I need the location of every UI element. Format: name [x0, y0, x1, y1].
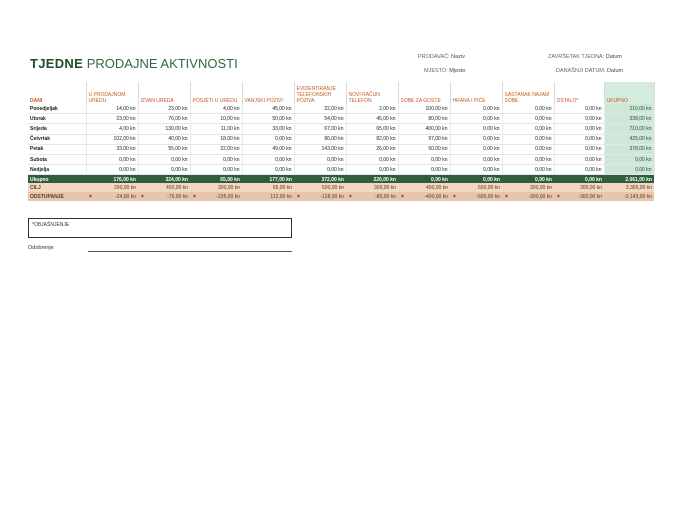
- day-name: Četvrtak: [28, 134, 86, 144]
- column-header: OSTALO*: [554, 82, 604, 104]
- value-cell[interactable]: 0,00 kn: [554, 104, 604, 114]
- variance-value: -235,00 kn: [216, 193, 240, 200]
- value-cell[interactable]: 23,00 kn: [138, 104, 190, 114]
- value-cell[interactable]: 80,00 kn: [398, 114, 450, 124]
- variance-value: -300,00 kn: [578, 193, 602, 200]
- value-cell[interactable]: 22,00 kn: [294, 104, 346, 114]
- value-cell[interactable]: 10,00 kn: [190, 114, 242, 124]
- notes-box[interactable]: [28, 218, 292, 238]
- value-cell[interactable]: 0,00 kn: [554, 124, 604, 134]
- variance-cell: [604, 192, 654, 201]
- table-row: [28, 144, 654, 154]
- notes-label: *OBJAŠNJENJE: [32, 222, 70, 228]
- salesperson-value[interactable]: Naziv: [451, 54, 465, 60]
- value-cell[interactable]: 143,00 kn: [294, 144, 346, 154]
- value-cell[interactable]: 4,00 kn: [190, 104, 242, 114]
- variance-value: -80,00 kn: [375, 193, 396, 200]
- approval-signature-line[interactable]: [88, 251, 292, 252]
- value-cell[interactable]: 26,00 kn: [346, 144, 398, 154]
- value-cell[interactable]: 0,00 kn: [554, 134, 604, 144]
- variance-value: 112,00 kn: [270, 193, 292, 200]
- value-cell[interactable]: 0,00 kn: [86, 154, 138, 164]
- value-cell[interactable]: 130,00 kn: [138, 124, 190, 134]
- column-header: U PRODAJNOM UREDU: [86, 82, 138, 104]
- table-row: [28, 104, 654, 114]
- down-arrow-icon: ▼: [192, 193, 197, 200]
- days-header: DANI: [28, 82, 86, 104]
- value-cell[interactable]: 0,00 kn: [502, 154, 554, 164]
- row-total-cell: 338,00 kn: [604, 114, 654, 124]
- column-header: NOVI RAČUN TELEFON: [346, 82, 398, 104]
- value-cell[interactable]: 0,00 kn: [554, 175, 604, 185]
- week-end-label: ZAVRŠETAK TJEDNA:: [548, 54, 605, 60]
- goal-value: 600,00 kn: [478, 184, 500, 191]
- column-header: HRANA I PIĆE: [450, 82, 502, 104]
- value-cell[interactable]: 45,00 kn: [346, 114, 398, 124]
- value-cell[interactable]: 0,00 kn: [398, 175, 450, 185]
- value-cell[interactable]: 0,00 kn: [398, 165, 450, 175]
- value-cell[interactable]: 23,00 kn: [86, 114, 138, 124]
- value-cell[interactable]: 0,00 kn: [554, 144, 604, 154]
- down-arrow-icon: ▼: [296, 193, 301, 200]
- value-cell[interactable]: 0,00 kn: [554, 154, 604, 164]
- value-cell[interactable]: 0,00 kn: [450, 175, 502, 185]
- value-cell[interactable]: 0,00 kn: [450, 165, 502, 175]
- value-cell[interactable]: 0,00 kn: [190, 165, 242, 175]
- value-cell[interactable]: 18,00 kn: [190, 134, 242, 144]
- goal-value: 3.365,00 kn: [625, 184, 652, 191]
- value-cell[interactable]: 0,00 kn: [450, 154, 502, 164]
- value-cell[interactable]: 40,00 kn: [138, 134, 190, 144]
- goal-value: 200,00 kn: [114, 184, 136, 191]
- value-cell[interactable]: 0,00 kn: [242, 134, 294, 144]
- table-row: [28, 165, 654, 175]
- day-name: Nedjelja: [28, 165, 86, 175]
- value-cell[interactable]: 176,00 kn: [86, 175, 138, 185]
- value-cell[interactable]: 0,00 kn: [398, 154, 450, 164]
- value-cell[interactable]: 0,00 kn: [554, 114, 604, 124]
- column-header: VANJSKI POZIVI: [242, 82, 294, 104]
- value-cell[interactable]: 0,00 kn: [346, 165, 398, 175]
- row-total-cell: 710,00 kn: [604, 124, 654, 134]
- value-cell[interactable]: 50,00 kn: [398, 144, 450, 154]
- value-cell[interactable]: 220,00 kn: [346, 175, 398, 185]
- value-cell[interactable]: 76,00 kn: [138, 114, 190, 124]
- value-cell[interactable]: 54,00 kn: [294, 114, 346, 124]
- goal-cell[interactable]: [138, 183, 190, 192]
- value-cell[interactable]: 97,00 kn: [398, 134, 450, 144]
- value-cell[interactable]: 324,00 kn: [138, 175, 190, 185]
- value-cell[interactable]: 0,00 kn: [502, 165, 554, 175]
- value-cell[interactable]: 0,00 kn: [502, 114, 554, 124]
- variance-cell: [346, 192, 398, 201]
- value-cell[interactable]: 0,00 kn: [450, 104, 502, 114]
- goal-cell[interactable]: [398, 183, 450, 192]
- value-cell[interactable]: 0,00 kn: [294, 154, 346, 164]
- row-total-cell: 0,00 kn: [604, 154, 654, 164]
- down-arrow-icon: ▼: [140, 193, 145, 200]
- variance-value: -128,00 kn: [320, 193, 344, 200]
- variance-cell: [398, 192, 450, 201]
- goal-value: 400,00 kn: [166, 184, 188, 191]
- value-cell[interactable]: 0,00 kn: [242, 165, 294, 175]
- value-cell[interactable]: 0,00 kn: [502, 144, 554, 154]
- column-header: SASTANAK NAJAM SOBE: [502, 82, 554, 104]
- variance-label: ODSTUPANJE: [28, 192, 86, 201]
- goal-cell[interactable]: [190, 183, 242, 192]
- down-arrow-icon: ▼: [88, 193, 93, 200]
- column-header: POSJETI U UREDU: [190, 82, 242, 104]
- variance-cell: [294, 192, 346, 201]
- goal-cell[interactable]: [604, 183, 654, 192]
- goal-row: [28, 183, 654, 192]
- column-header: EVIDENTIRANJE TELEFONSKIH POZIVA: [294, 82, 346, 104]
- row-total-cell: 0,00 kn: [604, 165, 654, 175]
- value-cell[interactable]: 0,00 kn: [86, 165, 138, 175]
- value-cell[interactable]: 65,00 kn: [346, 124, 398, 134]
- value-cell[interactable]: 0,00 kn: [138, 154, 190, 164]
- value-cell[interactable]: 49,00 kn: [242, 144, 294, 154]
- value-cell[interactable]: 22,00 kn: [190, 144, 242, 154]
- down-arrow-icon: ▼: [452, 193, 457, 200]
- location-label: MJESTO:: [424, 68, 448, 74]
- goal-cell[interactable]: [450, 183, 502, 192]
- today-value[interactable]: Datum: [606, 68, 624, 74]
- value-cell[interactable]: 0,00 kn: [242, 154, 294, 164]
- approval-label: Odobrenje: [28, 245, 54, 251]
- day-name: Srijeda: [28, 124, 86, 134]
- value-cell[interactable]: 102,00 kn: [86, 134, 138, 144]
- value-cell[interactable]: 11,00 kn: [190, 124, 242, 134]
- value-cell[interactable]: 0,00 kn: [190, 154, 242, 164]
- value-cell[interactable]: 0,00 kn: [502, 134, 554, 144]
- salesperson-label: PRODAVAČ:: [418, 54, 450, 60]
- row-total-cell: 425,00 kn: [604, 134, 654, 144]
- row-total-cell: 378,00 kn: [604, 144, 654, 154]
- variance-cell: [450, 192, 502, 201]
- title-bold: TJEDNE: [30, 56, 84, 71]
- value-cell[interactable]: 67,00 kn: [294, 124, 346, 134]
- variance-cell: [86, 192, 138, 201]
- value-cell[interactable]: 86,00 kn: [294, 134, 346, 144]
- value-cell[interactable]: 33,00 kn: [86, 144, 138, 154]
- day-name: Petak: [28, 144, 86, 154]
- value-cell[interactable]: 0,00 kn: [502, 104, 554, 114]
- variance-cell: [242, 192, 294, 201]
- goal-cell[interactable]: [242, 183, 294, 192]
- value-cell[interactable]: 14,00 kn: [86, 104, 138, 114]
- goal-cell[interactable]: [86, 183, 138, 192]
- variance-value: -2.143,00 kn: [624, 193, 652, 200]
- goals-table: [28, 183, 654, 201]
- down-arrow-icon: ▼: [348, 193, 353, 200]
- table-row: [28, 114, 654, 124]
- value-cell[interactable]: 0,00 kn: [346, 154, 398, 164]
- value-cell[interactable]: 50,00 kn: [242, 114, 294, 124]
- row-total-cell: 2.061,00 kn: [604, 175, 654, 185]
- value-cell[interactable]: 4,00 kn: [86, 124, 138, 134]
- variance-value: -400,00 kn: [424, 193, 448, 200]
- down-arrow-icon: ▼: [504, 193, 509, 200]
- goal-value: 300,00 kn: [580, 184, 602, 191]
- value-cell[interactable]: 0,00 kn: [502, 124, 554, 134]
- column-header: IZVAN UREDA: [138, 82, 190, 104]
- value-cell[interactable]: 0,00 kn: [138, 165, 190, 175]
- value-cell[interactable]: 177,00 kn: [242, 175, 294, 185]
- variance-cell: [190, 192, 242, 201]
- goal-cell[interactable]: [346, 183, 398, 192]
- column-header: SOBE ZA GOSTE: [398, 82, 450, 104]
- value-cell[interactable]: 0,00 kn: [450, 144, 502, 154]
- title-rest: PRODAJNE AKTIVNOSTI: [86, 56, 238, 71]
- activity-table: [28, 82, 655, 184]
- goal-label: CILJ: [28, 183, 86, 192]
- value-cell[interactable]: 55,00 kn: [138, 144, 190, 154]
- down-arrow-icon: ▼: [556, 193, 561, 200]
- variance-value: -76,00 kn: [167, 193, 188, 200]
- goal-value: 300,00 kn: [374, 184, 396, 191]
- value-cell[interactable]: 65,00 kn: [190, 175, 242, 185]
- today-field: [556, 68, 623, 74]
- variance-value: -24,00 kn: [115, 193, 136, 200]
- variance-value: -600,00 kn: [476, 193, 500, 200]
- column-header-total: UKUPNO: [604, 82, 654, 104]
- week-end-field: [548, 54, 622, 60]
- down-arrow-icon: ▼: [400, 193, 405, 200]
- week-end-value[interactable]: Datum: [605, 54, 622, 60]
- value-cell[interactable]: 400,00 kn: [398, 124, 450, 134]
- goal-value: 65,00 kn: [272, 184, 292, 191]
- value-cell[interactable]: 2,00 kn: [346, 104, 398, 114]
- value-cell[interactable]: 372,00 kn: [294, 175, 346, 185]
- location-value[interactable]: Mjesto: [449, 68, 466, 74]
- goal-value: 400,00 kn: [426, 184, 448, 191]
- value-cell[interactable]: 0,00 kn: [502, 175, 554, 185]
- variance-row: [28, 192, 654, 201]
- value-cell[interactable]: 0,00 kn: [450, 124, 502, 134]
- day-name: Ponedjeljak: [28, 104, 86, 114]
- value-cell[interactable]: 0,00 kn: [450, 114, 502, 124]
- goal-value: 300,00 kn: [530, 184, 552, 191]
- goal-value: 300,00 kn: [218, 184, 240, 191]
- goal-cell[interactable]: [554, 183, 604, 192]
- variance-value: -300,00 kn: [528, 193, 552, 200]
- day-name: Utorak: [28, 114, 86, 124]
- value-cell[interactable]: 0,00 kn: [554, 165, 604, 175]
- value-cell[interactable]: 0,00 kn: [294, 165, 346, 175]
- table-row: [28, 134, 654, 144]
- value-cell[interactable]: 45,00 kn: [242, 104, 294, 114]
- variance-cell: [554, 192, 604, 201]
- row-total-cell: 210,00 kn: [604, 104, 654, 114]
- location-field: [424, 68, 465, 74]
- variance-cell: [138, 192, 190, 201]
- total-label: Ukupno: [28, 175, 86, 185]
- variance-cell: [502, 192, 554, 201]
- salesperson-field: [418, 54, 465, 60]
- value-cell[interactable]: 82,00 kn: [346, 134, 398, 144]
- value-cell[interactable]: 33,00 kn: [242, 124, 294, 134]
- table-header-row: [28, 82, 654, 104]
- goal-cell[interactable]: [294, 183, 346, 192]
- table-row: [28, 124, 654, 134]
- day-name: Subota: [28, 154, 86, 164]
- page-title: [30, 56, 238, 71]
- value-cell[interactable]: 100,00 kn: [398, 104, 450, 114]
- goal-value: 500,00 kn: [322, 184, 344, 191]
- today-label: DANAŠNJI DATUM:: [556, 68, 606, 74]
- value-cell[interactable]: 0,00 kn: [450, 134, 502, 144]
- goal-cell[interactable]: [502, 183, 554, 192]
- table-row: [28, 154, 654, 164]
